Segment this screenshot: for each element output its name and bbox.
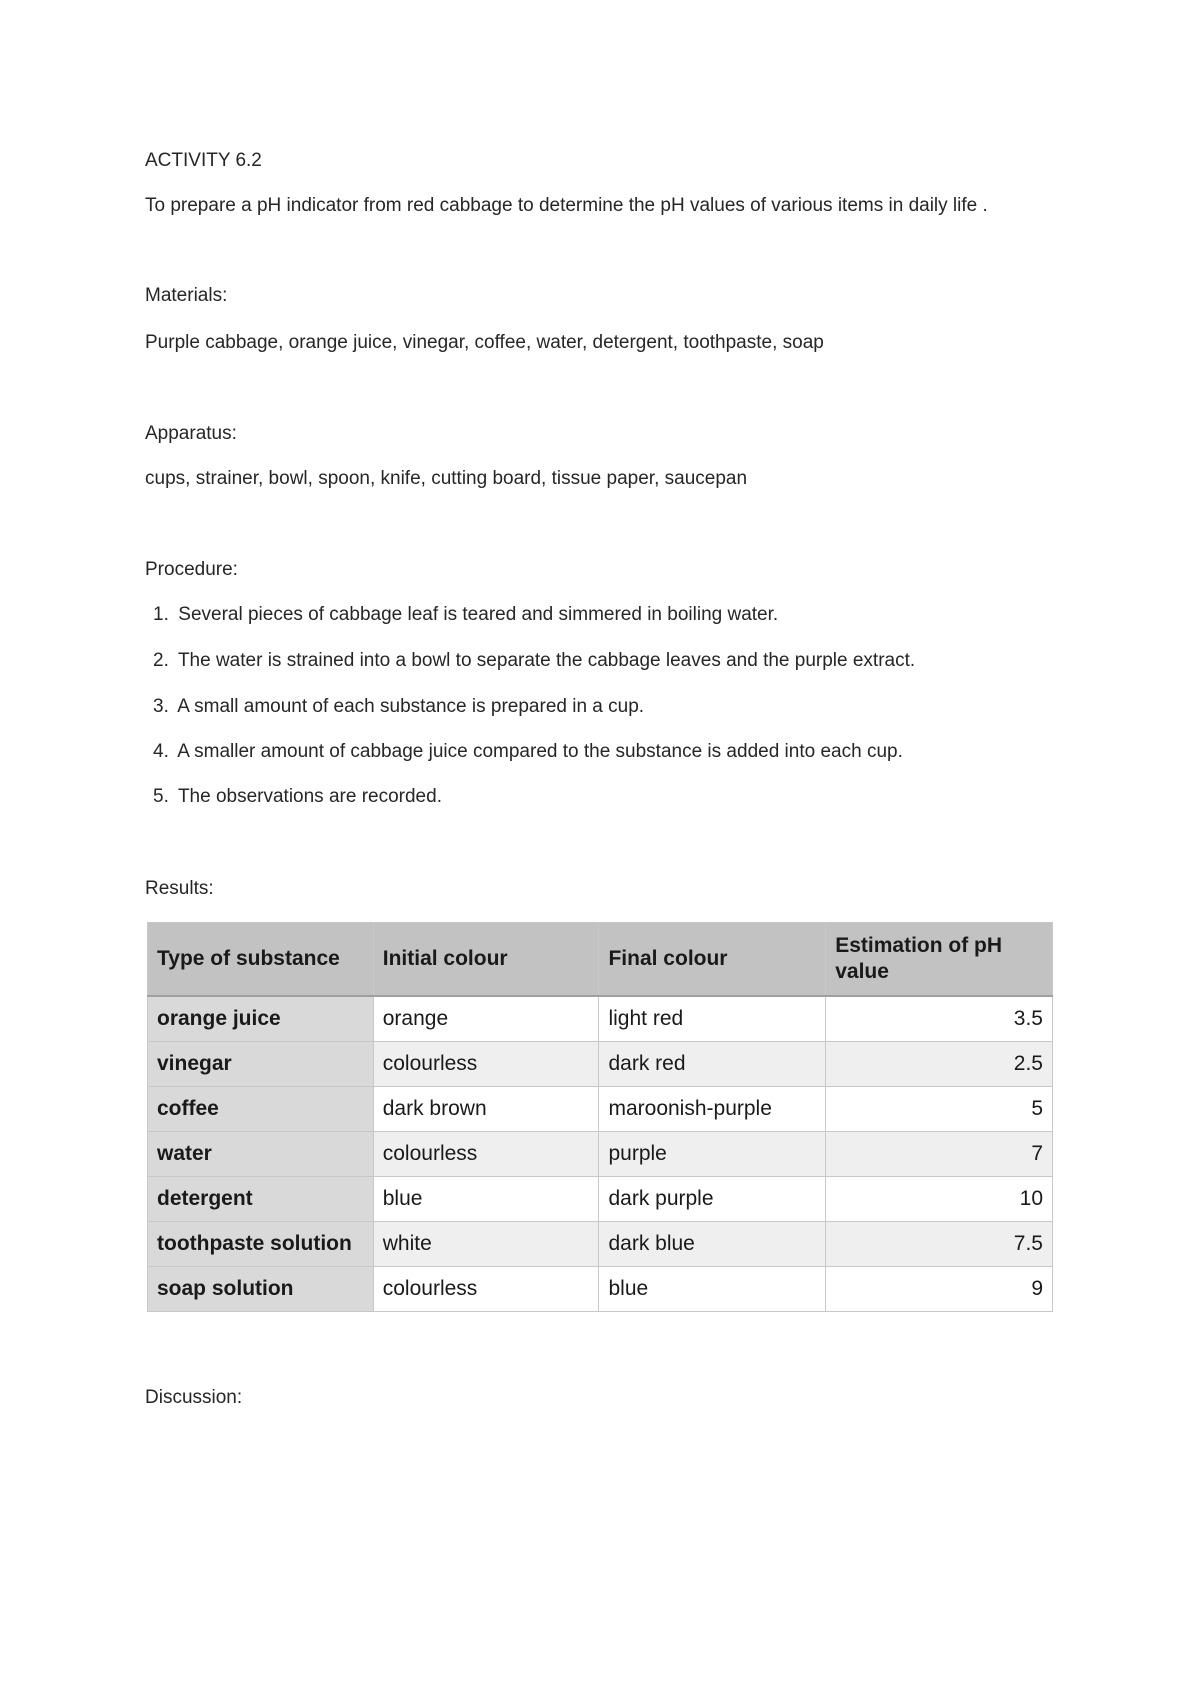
step-text: A smaller amount of cabbage juice compared to the substance is added into each cup.: [177, 741, 903, 762]
materials-heading: Materials:: [145, 285, 228, 306]
ph-value-cell: 7.5: [826, 1222, 1053, 1267]
step-text: Several pieces of cabbage leaf is teared and simmered in boiling water.: [178, 604, 779, 625]
materials-text: Purple cabbage, orange juice, vinegar, coffee, water, detergent, toothpaste, soap: [145, 332, 824, 353]
column-header: Initial colour: [373, 923, 599, 997]
ph-value-cell: 7: [826, 1132, 1053, 1177]
table-row: [148, 1132, 1053, 1177]
ph-value-cell: 2.5: [826, 1042, 1053, 1087]
ph-value-cell: 3.5: [826, 996, 1053, 1042]
activity-title: ACTIVITY 6.2: [145, 150, 262, 171]
procedure-step: [153, 785, 442, 809]
initial-colour-cell: dark brown: [373, 1087, 599, 1132]
column-header: Estimation of pH value: [826, 923, 1053, 997]
apparatus-text: cups, strainer, bowl, spoon, knife, cutting board, tissue paper, saucepan: [145, 468, 748, 489]
step-number: 4.: [153, 741, 169, 762]
initial-colour-cell: blue: [373, 1177, 599, 1222]
substance-cell: detergent: [148, 1177, 374, 1222]
table-row: [148, 1222, 1053, 1267]
table-row: [148, 1177, 1053, 1222]
discussion-heading: Discussion:: [145, 1387, 243, 1408]
ph-value-cell: 9: [826, 1267, 1053, 1312]
initial-colour-cell: colourless: [373, 1267, 599, 1312]
substance-cell: orange juice: [148, 996, 374, 1042]
substance-cell: soap solution: [148, 1267, 374, 1312]
step-number: 1.: [153, 604, 169, 625]
step-text: A small amount of each substance is prepared in a cup.: [177, 696, 645, 717]
final-colour-cell: dark red: [599, 1042, 826, 1087]
column-header: Type of substance: [148, 923, 374, 997]
procedure-step: [153, 649, 915, 673]
substance-cell: toothpaste solution: [148, 1222, 374, 1267]
step-number: 2.: [153, 650, 169, 671]
table-row: [148, 1042, 1053, 1087]
procedure-step: [153, 603, 778, 627]
step-number: 5.: [153, 786, 169, 807]
procedure-step: [153, 695, 644, 719]
table-header-row: [148, 923, 1053, 997]
column-header: Final colour: [599, 923, 826, 997]
procedure-heading: Procedure:: [145, 559, 238, 580]
final-colour-cell: dark purple: [599, 1177, 826, 1222]
results-table: [147, 922, 1053, 1312]
results-heading: Results:: [145, 878, 214, 899]
table-row: [148, 1267, 1053, 1312]
substance-cell: vinegar: [148, 1042, 374, 1087]
objective-text: To prepare a pH indicator from red cabbage to determine the pH values of various items in daily life .: [145, 195, 988, 216]
substance-cell: coffee: [148, 1087, 374, 1132]
step-number: 3.: [153, 696, 169, 717]
step-text: The water is strained into a bowl to separate the cabbage leaves and the purple extract.: [177, 650, 916, 671]
final-colour-cell: dark blue: [599, 1222, 826, 1267]
final-colour-cell: maroonish-purple: [599, 1087, 826, 1132]
initial-colour-cell: colourless: [373, 1042, 599, 1087]
ph-value-cell: 10: [826, 1177, 1053, 1222]
table-row: [148, 1087, 1053, 1132]
final-colour-cell: light red: [599, 996, 826, 1042]
table-row: [148, 996, 1053, 1042]
final-colour-cell: purple: [599, 1132, 826, 1177]
initial-colour-cell: colourless: [373, 1132, 599, 1177]
initial-colour-cell: white: [373, 1222, 599, 1267]
apparatus-heading: Apparatus:: [145, 423, 237, 444]
ph-value-cell: 5: [826, 1087, 1053, 1132]
substance-cell: water: [148, 1132, 374, 1177]
step-text: The observations are recorded.: [177, 786, 442, 807]
initial-colour-cell: orange: [373, 996, 599, 1042]
final-colour-cell: blue: [599, 1267, 826, 1312]
procedure-step: [153, 740, 903, 764]
